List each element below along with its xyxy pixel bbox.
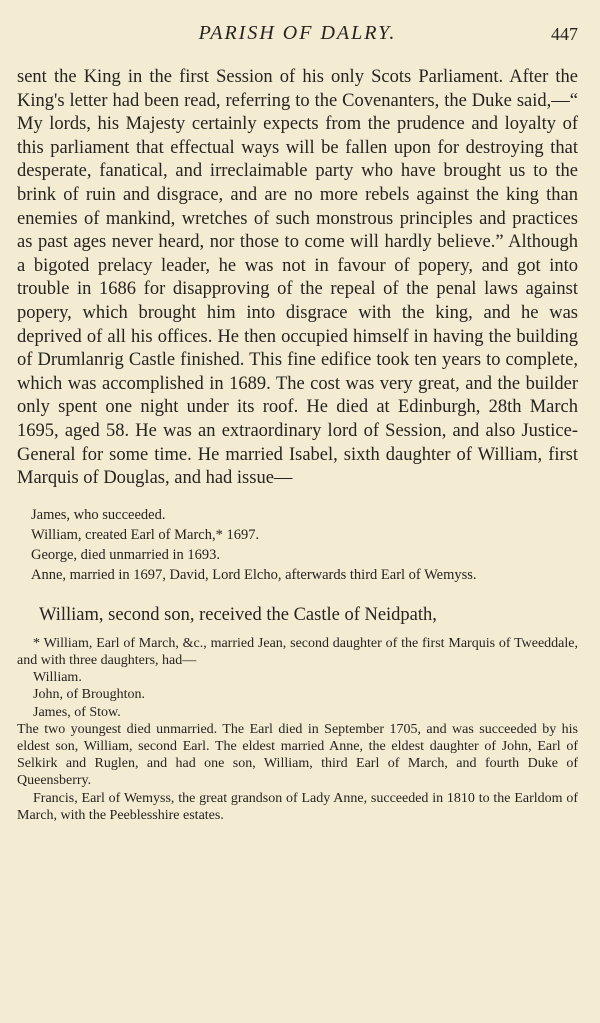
footnote-child-john: John, of Broughton. (33, 687, 145, 703)
issue-item-george: George, died unmarried in 1693. (31, 546, 220, 563)
next-paragraph: William, second son, received the Castle of Neidpath, (39, 604, 437, 625)
footnote-child-william: William. (33, 670, 82, 686)
page-number: 447 (551, 24, 578, 44)
footnote-continuation: The two youngest died unmarried. The Earl died in September 1705, and was succeeded by his eldest son, William, second Earl. The eldest married Anne, the eldest daughter of John, Earl of Selkirk and Ruglen, and had one son, William, third Earl of March, and fourth Duke of Queensberry. (17, 721, 578, 789)
footnote-last: Francis, Earl of Wemyss, the great grandson of Lady Anne, succeeded in 1810 to the Earldom of March, with the Peeblesshire estates. (17, 790, 578, 823)
footnote-intro: * William, Earl of March, &c., married Jean, second daughter of the first Marquis of Tweeddale, and with three daughters, had— (17, 635, 578, 668)
running-title: PARISH OF DALRY. (198, 22, 397, 44)
issue-list (31, 505, 578, 585)
issue-item-william: William, created Earl of March,* 1697. (31, 526, 260, 543)
main-paragraph: sent the King in the first Session of his only Scots Parliament. After the King's letter had been read, referring to the Covenanters, the Duke said,—“ My lords, his Majesty certainly expects from the prudence and loyalty of this parliament that effectual ways will be fallen upon for destroying that desperate, fanatical, and irreclaimable party who have brought us to the brink of ruin and disgrace, and are no more rebels against the king than enemies of mankind, wretches of such monstrous principles and practices as past ages never heard, nor those to come will hardly believe.” Although a bigoted prelacy leader, he was not in favour of popery, and got into trouble in 1686 for disapproving of the repeal of the penal laws against popery, which brought him into disgrace with the king, and he was deprived of all his offices. He then occupied himself in having the building of Drumlanrig Castle finished. This fine edifice took ten years to complete, which was accomplished in 1689. The cost was very great, and the builder only spent one night under its roof. He died at Edinburgh, 28th March 1695, aged 58. He was an extraordinary lord of Session, and also Justice-General for some time. He married Isabel, sixth daughter of William, first Marquis of Douglas, and had issue— (17, 67, 578, 489)
footnote-child-james: James, of Stow. (33, 704, 121, 720)
page-header (17, 22, 578, 52)
issue-item-james: James, who succeeded. (31, 506, 166, 523)
footnote (17, 635, 578, 824)
issue-item-anne: Anne, married in 1697, David, Lord Elcho, afterwards third Earl of Wemyss. (31, 566, 477, 583)
